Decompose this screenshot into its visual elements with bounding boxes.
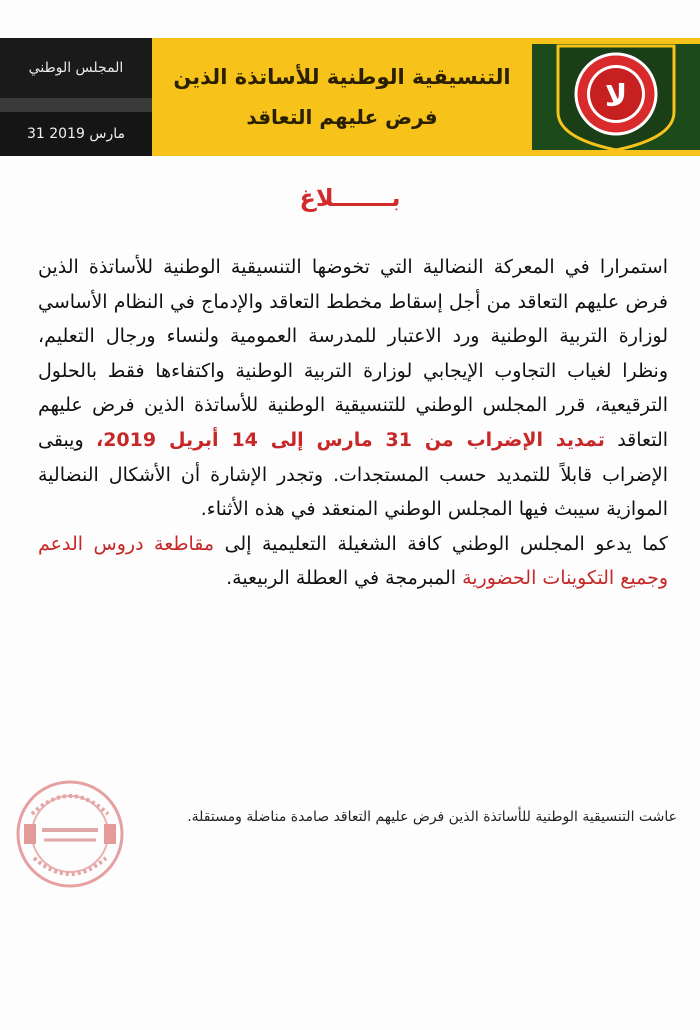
paragraph-1-text: استمرارا في المعركة النضالية التي تخوضها التنسيقية الوطنية للأساتذة الذين فرض عليهم التعاقد من أجل إسقاط مخطط التعاقد والإدماج في النظام الأساسي لوزارة التربية الوطنية ورد الاعتبار للمدرسة العمومية ولنساء ورجال التعليم، ونظرا لغياب التجاوب الإيجابي لوزارة التربية الوطنية واكتفاءها فقط بالحلول الترقيعية، قرر المجلس الوطني للتنسيقية الوطنية للأساتذة الذين فرض عليهم التعاقد [38, 256, 669, 451]
paragraph-1 [38, 250, 668, 527]
document-date: 31 مارس 2019 [27, 126, 125, 142]
paragraph-2-end: المبرمجة في العطلة الربيعية. [226, 567, 457, 590]
paragraph-2 [38, 527, 668, 596]
announcement-body [38, 250, 668, 596]
boycott-highlight: مقاطعة دروس الدعم وجميع التكوينات الحضورية [38, 532, 668, 590]
paragraph-2-start: كما يدعو المجلس الوطني كافة الشغيلة التعليمية إلى [224, 532, 668, 555]
organization-title-line2: فرض عليهم التعاقد [246, 105, 438, 129]
closing-slogan: عاشت التنسيقية الوطنية للأساتذة الذين فرض عليهم التعاقد صامدة مناضلة ومستقلة. [187, 809, 677, 825]
header-banner [0, 38, 700, 156]
no-contract-emblem-icon [552, 42, 680, 152]
organization-title [152, 38, 532, 156]
paragraph-1-rest: ويبقى الإضراب قابلاً للتمديد حسب المستجدات. وتجدر الإشارة أن الأشكال النضالية الموازية سيبث فيها المجلس الوطني المنعقد في هذه الأثناء. [38, 428, 668, 521]
document-title: بـــــــلاغ [299, 184, 401, 212]
logo-panel [532, 38, 700, 156]
logo-glyph: لا [604, 79, 628, 114]
official-stamp-icon [10, 778, 130, 890]
strike-extension-highlight: تمديد الإضراب من 31 مارس إلى 14 أبريل 2019، [95, 428, 605, 451]
council-label: المجلس الوطني [0, 38, 152, 98]
header-divider [0, 98, 152, 112]
header-info-box [0, 38, 152, 156]
organization-title-line1: التنسيقية الوطنية للأساتذة الذين [173, 65, 511, 89]
